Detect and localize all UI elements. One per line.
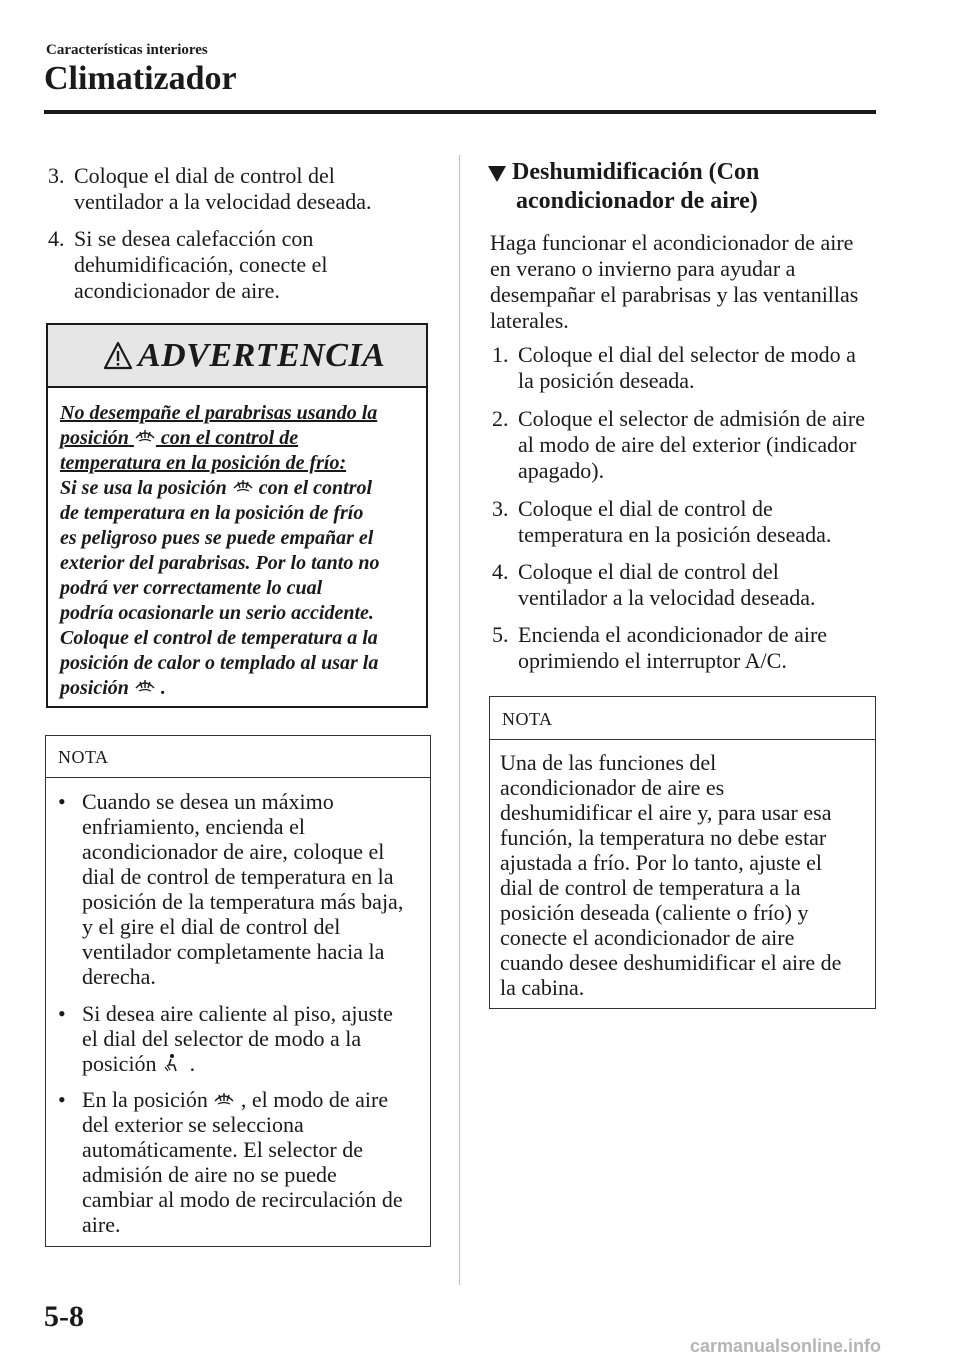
left-step-4 (48, 226, 438, 304)
section-heading: Deshumidificación (Con acondicionador de aire) (490, 158, 759, 216)
warning-line: posición . (60, 677, 166, 699)
left-step-3 (48, 163, 438, 215)
warning-line: exterior del parabrisas. Por lo tanto no (60, 552, 380, 574)
defroster-icon (232, 476, 254, 496)
step-line: acondicionador de aire. (74, 278, 280, 303)
nota-box-left: NOTA • Cuando se desea un máximo enfriamiento, encienda el acondicionador de aire, coloque el dial de control de temperatura en la posición de la temperatura más baja, y el gire el dial de control del ventilador completamente hacia la derecha. • Si desea aire caliente al piso, ajuste el dial del selector de modo a la posición . • En la posición , el modo de aire del exterior se selecciona automáticamente. El selector de admisión de aire no se puede cambiar al modo de recirculación de aire. (45, 735, 431, 1247)
right-step-1: 1. Coloque el dial del selector de modo a la posición deseada. (492, 342, 856, 393)
nota-label: NOTA (502, 709, 553, 729)
nota-label: NOTA (58, 747, 109, 767)
warning-title: ADVERTENCIA (138, 337, 386, 374)
nota-header (46, 736, 430, 778)
step-line: ventilador a la velocidad deseada. (74, 189, 372, 214)
nota-header (490, 697, 875, 740)
warning-line: es peligroso pues se puede empañar el (60, 527, 374, 549)
watermark: carmanualsonline.info (690, 1336, 882, 1356)
warning-line: podría ocasionarle un serio accidente. (60, 602, 374, 624)
right-step-5: 5. Encienda el acondicionador de aire oprimiendo el interruptor A/C. (492, 622, 828, 673)
nota-box-right (489, 696, 876, 1009)
warning-line: temperatura en la posición de frío: (60, 452, 347, 474)
step-line: dehumidificación, conecte el (74, 252, 328, 277)
bullet-dot-icon: • (58, 1001, 66, 1026)
section-triangle-icon (488, 166, 506, 182)
step-number: 3. (48, 163, 65, 188)
warning-box (46, 323, 428, 708)
section-intro: Haga funcionar el acondicionador de aire en verano o invierno para ayudar a desempañar el parabrisas y las ventanillas laterales. (490, 230, 859, 333)
step-line: Coloque el dial de control del (74, 163, 335, 188)
section-label: Características interiores (46, 42, 208, 58)
warning-triangle-icon (103, 341, 133, 371)
floor-mode-icon (162, 1053, 184, 1073)
warning-header (48, 325, 426, 388)
bullet-dot-icon: • (58, 789, 66, 814)
right-step-3: 3. Coloque el dial de control de temperatura en la posición deseada. (492, 496, 832, 547)
defroster-icon (134, 676, 156, 696)
page-title: Climatizador (44, 60, 237, 97)
warning-line: Si se usa la posición con el control (60, 477, 373, 499)
right-step-4: 4. Coloque el dial de control del ventilador a la velocidad deseada. (492, 559, 816, 610)
warning-line: de temperatura en la posición de frío (60, 502, 364, 524)
header-rule (44, 110, 876, 114)
warning-line: posición con el control de (60, 427, 299, 449)
defroster-icon (134, 426, 156, 446)
nota-text: Una de las funciones del acondicionador de aire es deshumidificar el aire y, para usar esa función, la temperatura no debe estar ajustada a frío. Por lo tanto, ajuste el dial de control de temperatura a la posición deseada (caliente o frío) y conecte el acondicionador de aire cuando desee deshumidificar el aire de la cabina. (500, 750, 842, 1000)
defroster-icon (213, 1089, 235, 1109)
warning-line: Coloque el control de temperatura a la (60, 627, 378, 649)
step-line: Si se desea calefacción con (74, 226, 314, 251)
step-number: 4. (48, 226, 65, 251)
column-divider (459, 155, 460, 1285)
page-number: 5-8 (44, 1300, 84, 1333)
warning-body (60, 401, 379, 701)
warning-line: posición de calor o templado al usar la (60, 652, 379, 674)
warning-line: No desempañe el parabrisas usando la (60, 402, 378, 424)
warning-line: podrá ver correctamente lo cual (60, 577, 323, 599)
right-step-2: 2. Coloque el selector de admisión de aire al modo de aire del exterior (indicador apagado). (492, 406, 865, 483)
bullet-dot-icon: • (58, 1087, 66, 1112)
